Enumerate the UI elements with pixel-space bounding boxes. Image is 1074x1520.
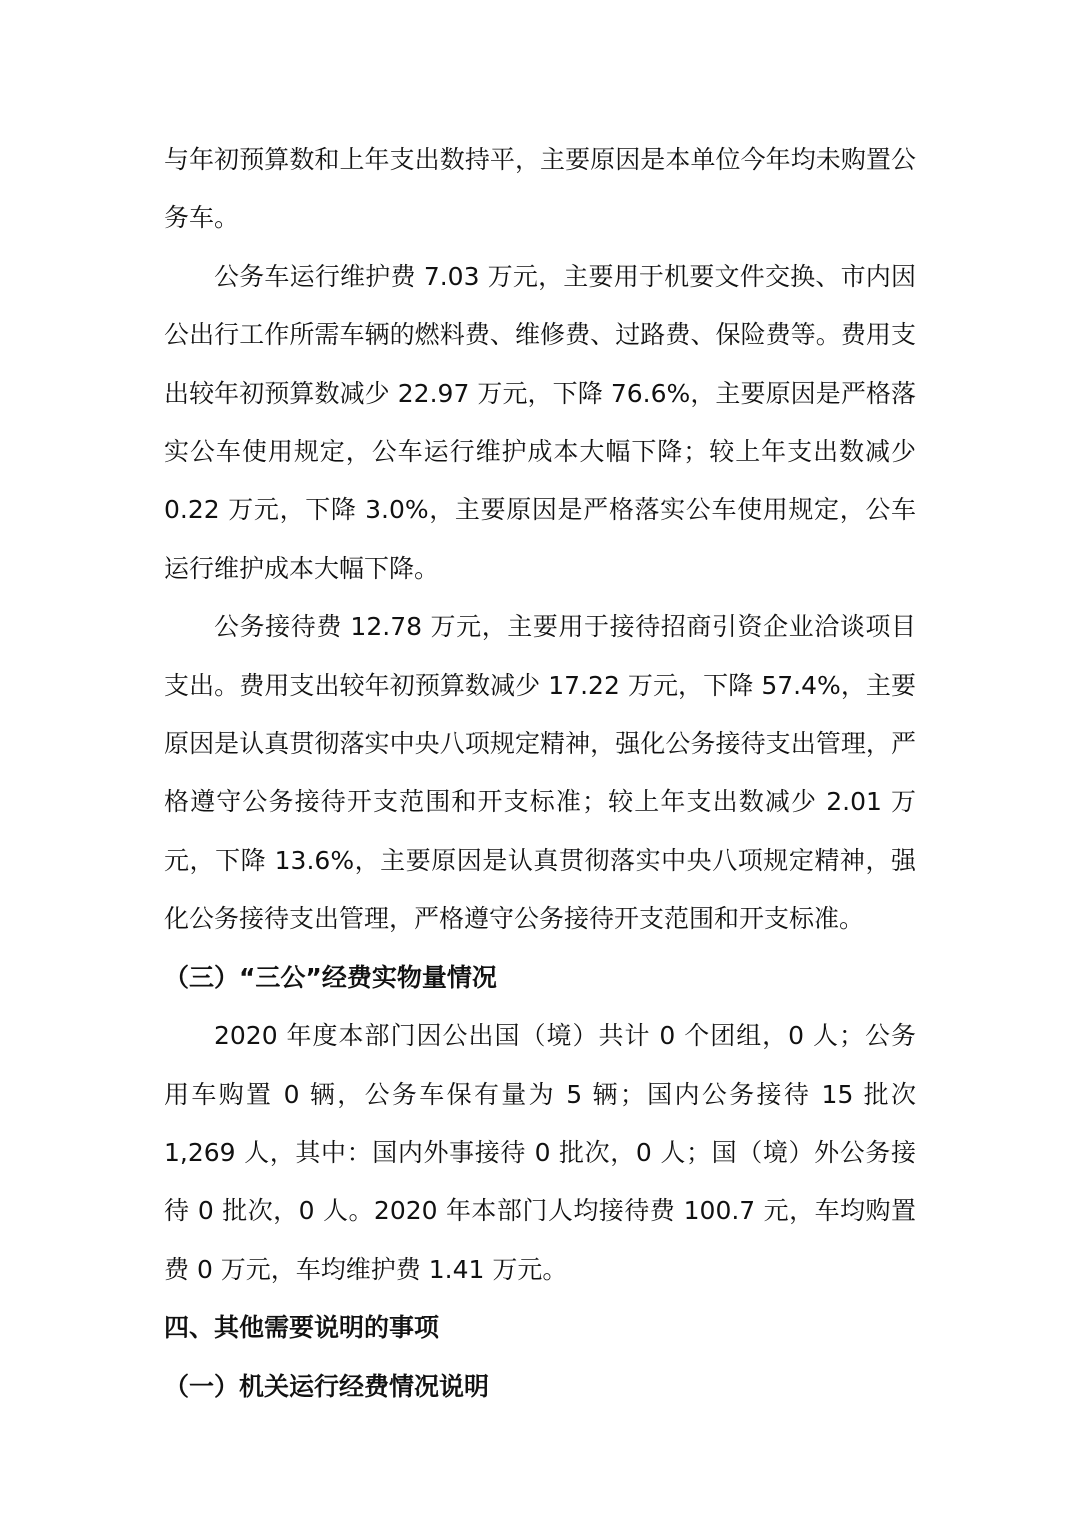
paragraph-physical-quantities: 2020 年度本部门因公出国（境）共计 0 个团组，0 人；公务用车购置 0 辆，公务车保有量为 5 辆；国内公务接待 15 批次 1,269 人，其中：国内外事接待 0 批次，0 人；国（境）外公务接待 0 批次，0 人。2020 年本部门人均接待费 100.7 元，车均购置费 0 万元，车均维护费 1.41 万元。: [164, 1021, 916, 1284]
paragraph-official-reception: 公务接待费 12.78 万元，主要用于接待招商引资企业洽谈项目支出。费用支出较年初预算数减少 17.22 万元，下降 57.4%，主要原因是认真贯彻落实中央八项规定精神，强化公务接待支出管理，严格遵守公务接待开支范围和开支标准；较上年支出数减少 2.01 万元，下降 13.6%，主要原因是认真贯彻落实中央八项规定精神，强化公务接待支出管理，严格遵守公务接待开支范围和开支标准。: [164, 612, 916, 934]
document-body: [164, 131, 916, 1416]
section-heading-other-matters: 四、其他需要说明的事项: [164, 1313, 440, 1343]
paragraph-vehicle-maintenance: 公务车运行维护费 7.03 万元，主要用于机要文件交换、市内因公出行工作所需车辆的燃料费、维修费、过路费、保险费等。费用支出较年初预算数减少 22.97 万元，下降 76.6%，主要原因是严格落实公车使用规定，公车运行维护成本大幅下降；较上年支出数减少 0.22 万元，下降 3.0%，主要原因是严格落实公车使用规定，公车运行维护成本大幅下降。: [164, 261, 916, 583]
section-heading-operating-expenses: （一）机关运行经费情况说明: [164, 1371, 490, 1401]
section-heading-physical-quantities: （三）“三公”经费实物量情况: [164, 962, 497, 992]
paragraph-vehicle-purchase-continuation: 与年初预算数和上年支出数持平，主要原因是本单位今年均未购置公务车。: [164, 145, 916, 233]
